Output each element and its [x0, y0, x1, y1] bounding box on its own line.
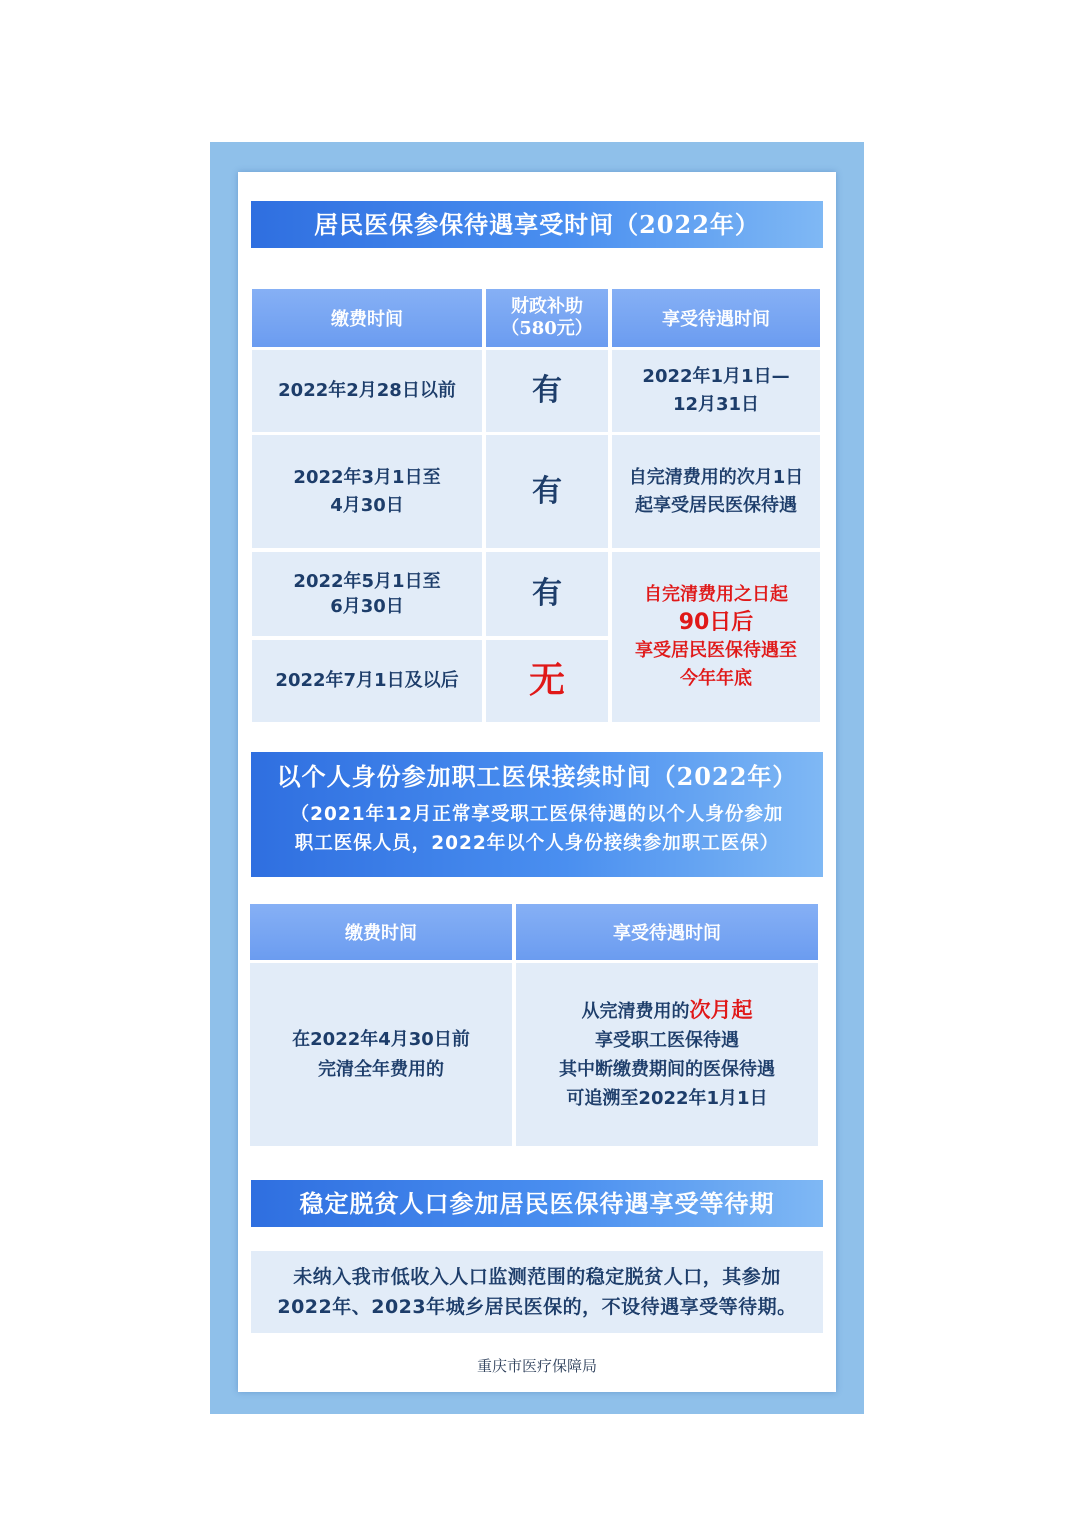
- row1-subsidy-text: 有: [532, 373, 562, 408]
- merged-benefit-line1: 自完清费用之日起: [644, 584, 788, 605]
- row3-time-line2: 6月30日: [330, 596, 404, 617]
- section3-note: [251, 1251, 823, 1333]
- row2-time-line1: 2022年3月1日至: [293, 466, 441, 488]
- s1-header-subsidy-amount: （580元）: [501, 318, 593, 339]
- row2-benefit-line2: 起享受居民医保待遇: [635, 494, 797, 516]
- s2-benefit-line1-prefix: 从完清费用的: [581, 1001, 690, 1022]
- section3-note-line1: 未纳入我市低收入人口监测范围的稳定脱贫人口，其参加: [293, 1266, 781, 1288]
- s2-time-line2: 完清全年费用的: [318, 1058, 444, 1080]
- s2-header-benefit-time: [516, 904, 818, 960]
- s2-time-line1: 在2022年4月30日前: [292, 1028, 470, 1050]
- table-row-4-time: [252, 640, 482, 722]
- merged-benefit-cell: [612, 552, 820, 722]
- outer-frame: [210, 142, 864, 1414]
- s2-benefit-line4: 可追溯至2022年1月1日: [566, 1088, 768, 1109]
- s2-header-payment-time-label: 缴费时间: [345, 923, 417, 944]
- s1-header-payment-time-label: 缴费时间: [331, 309, 403, 330]
- s1-header-benefit-time: [612, 289, 820, 347]
- section1-title: 居民医保参保待遇享受时间（2022年）: [251, 201, 823, 248]
- section2-subtitle-line1: （2021年12月正常享受职工医保待遇的以个人身份参加: [290, 804, 784, 825]
- section3-note-line2: 2022年、2023年城乡居民医保的，不设待遇享受等待期。: [277, 1296, 797, 1318]
- s2-benefit-line1: [582, 996, 753, 1026]
- footer-issuer: 重庆市医疗保障局: [476, 1357, 597, 1375]
- merged-benefit-line2: 90日后: [678, 610, 754, 635]
- section3-title: 稳定脱贫人口参加居民医保待遇享受等待期: [251, 1180, 823, 1227]
- s2-row-benefit: [516, 963, 818, 1146]
- table-row-2-benefit: [612, 435, 820, 548]
- row3-time-line1: 2022年5月1日至: [293, 571, 441, 592]
- s2-benefit-line2: 享受职工医保待遇: [595, 1030, 739, 1051]
- s2-header-benefit-time-label: 享受待遇时间: [613, 923, 721, 944]
- content-card: [238, 172, 836, 1392]
- row1-time-text: 2022年2月28日以前: [278, 380, 456, 401]
- row4-subsidy-text: 无: [528, 660, 565, 701]
- merged-benefit-line4: 今年年底: [680, 668, 752, 689]
- table-row-3-time: [252, 552, 482, 636]
- table-row-4-subsidy: [486, 640, 608, 722]
- row3-subsidy-text: 有: [532, 576, 562, 611]
- row2-time-line2: 4月30日: [330, 494, 404, 516]
- row1-benefit-line1: 2022年1月1日—: [642, 366, 790, 387]
- table-row-1-subsidy: [486, 350, 608, 432]
- table-row-1-benefit: [612, 350, 820, 432]
- table-row-3-subsidy: [486, 552, 608, 636]
- merged-benefit-line3: 享受居民医保待遇至: [635, 640, 797, 661]
- s1-header-benefit-time-label: 享受待遇时间: [662, 309, 770, 330]
- table-row-2-time: [252, 435, 482, 548]
- section2-banner: [251, 752, 823, 877]
- s1-header-subsidy-label: 财政补助: [511, 296, 583, 317]
- s1-header-payment-time: [252, 289, 482, 347]
- s2-benefit-highlight: 次月起: [689, 998, 753, 1022]
- s2-header-payment-time: [250, 904, 512, 960]
- row4-time-text: 2022年7月1日及以后: [275, 670, 459, 691]
- row2-benefit-line1: 自完清费用的次月1日: [628, 466, 804, 488]
- section2-title: 以个人身份参加职工医保接续时间（2022年）: [276, 762, 798, 791]
- s1-header-subsidy: [486, 289, 608, 347]
- s2-row-time: [250, 963, 512, 1146]
- row1-benefit-line2: 12月31日: [672, 394, 760, 415]
- s2-benefit-line3: 其中断缴费期间的医保待遇: [559, 1059, 775, 1080]
- section2-subtitle-line2: 职工医保人员，2022年以个人身份接续参加职工医保）: [294, 833, 780, 854]
- row2-subsidy-text: 有: [532, 473, 562, 509]
- table-row-2-subsidy: [486, 435, 608, 548]
- table-row-1-time: [252, 350, 482, 432]
